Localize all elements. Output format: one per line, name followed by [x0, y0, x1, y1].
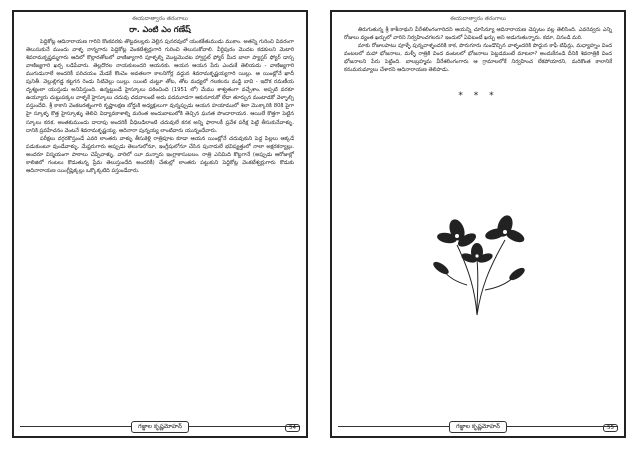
chapter-title: రా. ఎంటి ఎం గణేష్	[129, 25, 191, 34]
paragraph: మాకు రోజులపాటు పూళ్ళే పున్నవాళ్ళందరికి కాక, పొరుగూరు నుండొచ్చిన వాళ్ళందరికి పొద్దున కాఫీ టిఫిన్లు, మధ్యాహ్నం వింద వంటలలో మహా భోజనాలు, మళ్ళీ రాత్రికి వింద వంటలలో భోజనాలు పెట్టడమంటే మాటలా? అందుకేనండి దీనికి శివరాత్రికి వింద భోజనాలని పేరు పెట్టింది. బాలబ్రహ్మమ వీరేశలింగంగారు ఆ గ్రామాలలోకే నిర్వహించ లేకపోయారని, మరికొంత కాలానికే కనుమరుమ్యాలు చేశారని ఆదినారాయణ తెలిపాడు.	[344, 43, 612, 74]
paragraph: తిరుగుతున్న శ్రీ కాశీనాథుని వీరేశలింగంగారిదని ఆయన్ని చూసిన్యూ ఆదినారాయణ చెప్పటం వల్ల తెలిసింది. ఎవరెవ్వరు ఎన్ని రోజులు వ్యంత ఖర్చులో వారిని నిర్వహించగలరు? ఇందులో ఏవిటంటే ఖర్చు అని అడుగుతున్నారు. కదూ, వినండి మరి.	[344, 27, 612, 42]
right-page	[330, 10, 626, 438]
paragraph: పెద్దికోట్ల ఆదినారాయణ గారిని కొంకవరకు తొట్టవలల్లరు వెల్లిన పునరవులో యంకకేతుముడు ముకాం. అతన్ని గురించి వివరంగా తెలుసుకునే ముందు వాళ్ళ నాన్నగారు పెద్దికోట్ల వెంకటేశ్వర్లుగారి గురించి తెలుసుకోవాలి. వీర్దిపురం మొదట కడకులని మెటారి శివరామకృష్ణమ్మగారు ఆదిలో కొల్లారతోటలో వాణిజ్యాగారి పూళ్ళల్ని మొట్టమొదట హ్వాస్టల్ ఫ్యోర్ మీద బాలా ప్యాస్టర్ ఫ్యోర్ డాస్స వాణిజ్యగారి ఖర్చ లడిపేవారు. తెల్లదొరల నాయకులందరి ఆయనకు. ఆయన ఆయన పేరు ఎందుకే తెలియదు - వాణిజ్యగారి ముగుడునాలే అందరికీ పరిచయం మేడకే కొంచెం అవతలగా కాలనిగోర్ల వద్దున శివరామకృష్ణయ్యగారి యిల్లు. ఆ యింట్లోనే ఖాదీ పునితీ. వెల్లుల్లిగడ్డ కట్టగన రెండు సిటివెల్లు యిల్లు. యింటి చుట్టూ తోట, తోట మధ్యలో గలకలను మడ్డి బావి - ఇదొక రమణీయ దృశ్యంలా యుస్తుడు అనిపిస్తుంది. ఉన్నట్టుండే హైస్కూలు పఠించింది (1951 లో) మేము శాశ్వతంగా వచ్చేశాం. అప్పటి వరకూ ఉయ్యూరు చుట్టుపక్కల వాళ్ళకే హైస్కూలు చదువు చదవాలంటే అదు పదమూడగా ఆకునూరుకో లేదా తూర్పున మంటాడకో వెళ్ళాల్సి వస్తుందేది. శ్రీ కాకాని వెంకటరత్నంగారి కృష్ణాలక్షణ బోర్డుకి అధ్యక్షులుగా వున్నప్పుడు ఆయన హయాములో శిలా మొక్కారికి 80కి పైగా హై స్కూళ్ళ కొత్త హైస్కూళ్ళు తెలిచి విద్యావకాశాల్ని మరింత అందుబాటులోకి తెచ్చిన ఘనత పొందారాయన. ఆయిలే కొత్తగా పెట్టిన స్కూలు కనక, అంతకుముందు దాదాపు అందరికీ వీధిబడిలాంటి చదువులే కనక అన్ని ఫారాలకీ ప్రవేశ పరీక్ష పెట్టి తీసుకునేవాళ్ళు. దానికి ప్రవహేచనం వెంటనే శివరామకృష్ణయ్య. ఆదినారా పున్నయ్య లాంటివారు యున్నందేవారు.	[26, 39, 294, 134]
page-body	[26, 26, 294, 175]
paragraph: పరీక్షలు దగ్గరకొస్తుండే ఎవరి లాంతరు వాళ్ళు తీసుకెళ్లి రాత్రిపూట కూడా ఆయన యింట్లోనే చదువుకుని పెద్ద పిల్లలు ఆక్కడే పడుకుంటూ వుండేవాళ్ళు. మేష్టరుగారు అప్పుడు తెలుగులోనూ, ఇంగ్లీషులోనూ చేసిన పునాదులే భవిష్యత్తులో నాలా అక్షరకర్యాల్లు. అందరూ విస్మయంగా పాఠాలు చెప్పేవాళ్ళు, వారిలో యీ మన్నారు ఇంగ్లాకాసుబలం. రాత్రి ఎనిమిది కొట్టగానే (అప్పుడు ఆరోజుల్లో కాలిజిలో గంటలు కొడుతున్న ప్రేమ తెలుస్తుందేది అందరికీ) చేతుల్లో లాంతరు పట్టుకుని పెద్దికోట్ల వెంకటేశ్వర్లుగారు కొడుకు ఆదినారాయణ యింగ్లీష్లెక్కల్లు ఒక్కొక్కటిది పస్తుండేవారు.	[26, 135, 294, 174]
flower-sketch-icon	[417, 190, 537, 318]
left-page	[12, 10, 308, 438]
running-header: ఈయదాత్వారం తరంగాలు	[132, 16, 188, 22]
page-number: 54	[285, 424, 300, 432]
page-footer	[14, 419, 306, 433]
page-body	[344, 26, 612, 106]
page-number: 55	[603, 424, 618, 432]
footer-title: గజ్జాల కృష్ణమోహన్	[131, 421, 189, 433]
running-header: ఈయదాత్వారం తరంగాలు	[450, 16, 506, 22]
section-separator: * * *	[458, 91, 498, 102]
page-footer	[332, 419, 624, 433]
footer-title: గజ్జాల కృష్ణమోహన్	[449, 421, 507, 433]
